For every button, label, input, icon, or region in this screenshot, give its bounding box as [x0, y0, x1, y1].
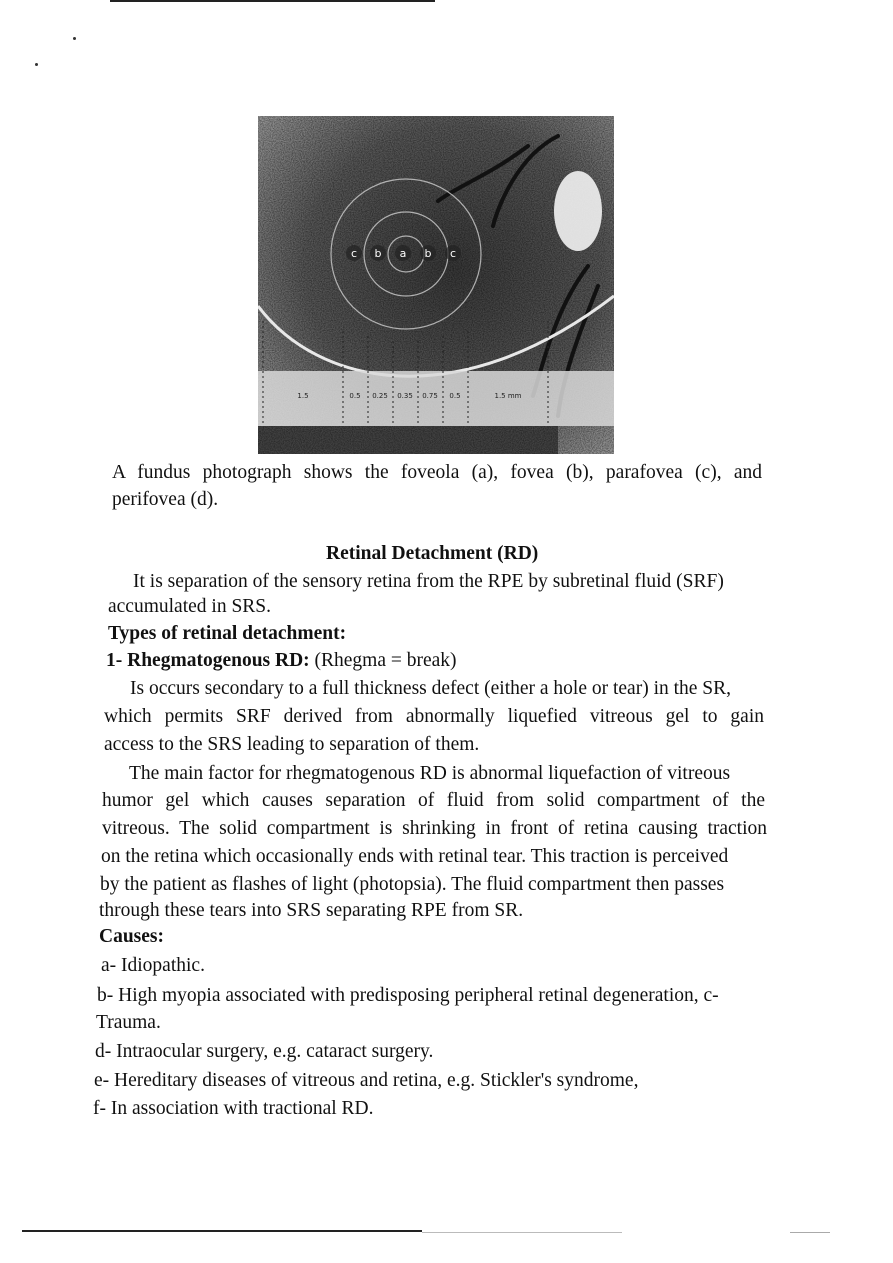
type1-heading: [106, 647, 457, 675]
figure-caption-line2: perifovea (d).: [112, 489, 219, 510]
type1-label: 1- Rhegmatogenous RD:: [106, 650, 310, 671]
para2-line: by the patient as flashes of light (photopsia). The fluid compartment then passes: [100, 874, 725, 895]
para1-line: which permits SRF derived from abnormally liquefied vitreous gel to gain: [104, 706, 764, 727]
cause-item: a- Idiopathic.: [101, 955, 205, 976]
para2-line: through these tears into SRS separating RPE from SR.: [99, 900, 524, 921]
fovea-zone-label: b: [374, 247, 382, 260]
scale-label: 1.5 mm: [494, 392, 522, 400]
scan-speck: [35, 63, 38, 66]
bottom-rule-faint: [422, 1232, 622, 1233]
para2-line: humor gel which causes separation of fluid from solid compartment of the: [102, 790, 765, 811]
bottom-rule-right: [790, 1232, 830, 1233]
figure-caption-line1: A fundus photograph shows the foveola (a), fovea (b), parafovea (c), and: [112, 462, 762, 483]
top-rule: [110, 0, 435, 2]
cause-item: b- High myopia associated with predisposing peripheral retinal degeneration, c-: [97, 985, 719, 1006]
para2-line: on the retina which occasionally ends with retinal tear. This traction is perceived: [101, 846, 729, 867]
cause-item: Trauma.: [96, 1012, 161, 1033]
type1-note: (Rhegma = break): [314, 650, 457, 671]
fovea-zone-label: c: [449, 247, 457, 260]
scan-speck: [73, 37, 76, 40]
para2-line: vitreous. The solid compartment is shrinking in front of retina causing traction: [102, 818, 767, 839]
fovea-zone-label: b: [424, 247, 432, 260]
scale-label: 0.75: [422, 392, 438, 400]
intro-line2: accumulated in SRS.: [108, 596, 272, 617]
scale-label: 0.5: [449, 392, 461, 400]
cause-item: e- Hereditary diseases of vitreous and retina, e.g. Stickler's syndrome,: [94, 1070, 639, 1091]
scale-label: 0.35: [397, 392, 413, 400]
causes-heading: Causes:: [99, 926, 165, 947]
scale-label: 0.5: [349, 392, 361, 400]
types-heading: Types of retinal detachment:: [108, 623, 347, 644]
para1-line: Is occurs secondary to a full thickness defect (either a hole or tear) in the SR,: [130, 678, 732, 699]
fovea-zone-label: a: [399, 247, 407, 260]
cause-item: d- Intraocular surgery, e.g. cataract surgery.: [95, 1041, 434, 1062]
para1-line: access to the SRS leading to separation of them.: [104, 734, 480, 755]
fundus-photograph: [258, 116, 614, 454]
para2-line: The main factor for rhegmatogenous RD is abnormal liquefaction of vitreous: [129, 763, 731, 784]
cause-item: f- In association with tractional RD.: [93, 1098, 374, 1119]
fovea-zone-label: c: [350, 247, 358, 260]
scale-label: 1.5: [297, 392, 309, 400]
scale-label: 0.25: [372, 392, 388, 400]
bottom-rule: [22, 1230, 422, 1232]
intro-line1: It is separation of the sensory retina from the RPE by subretinal fluid (SRF): [133, 571, 724, 592]
section-title: Retinal Detachment (RD): [326, 543, 539, 564]
